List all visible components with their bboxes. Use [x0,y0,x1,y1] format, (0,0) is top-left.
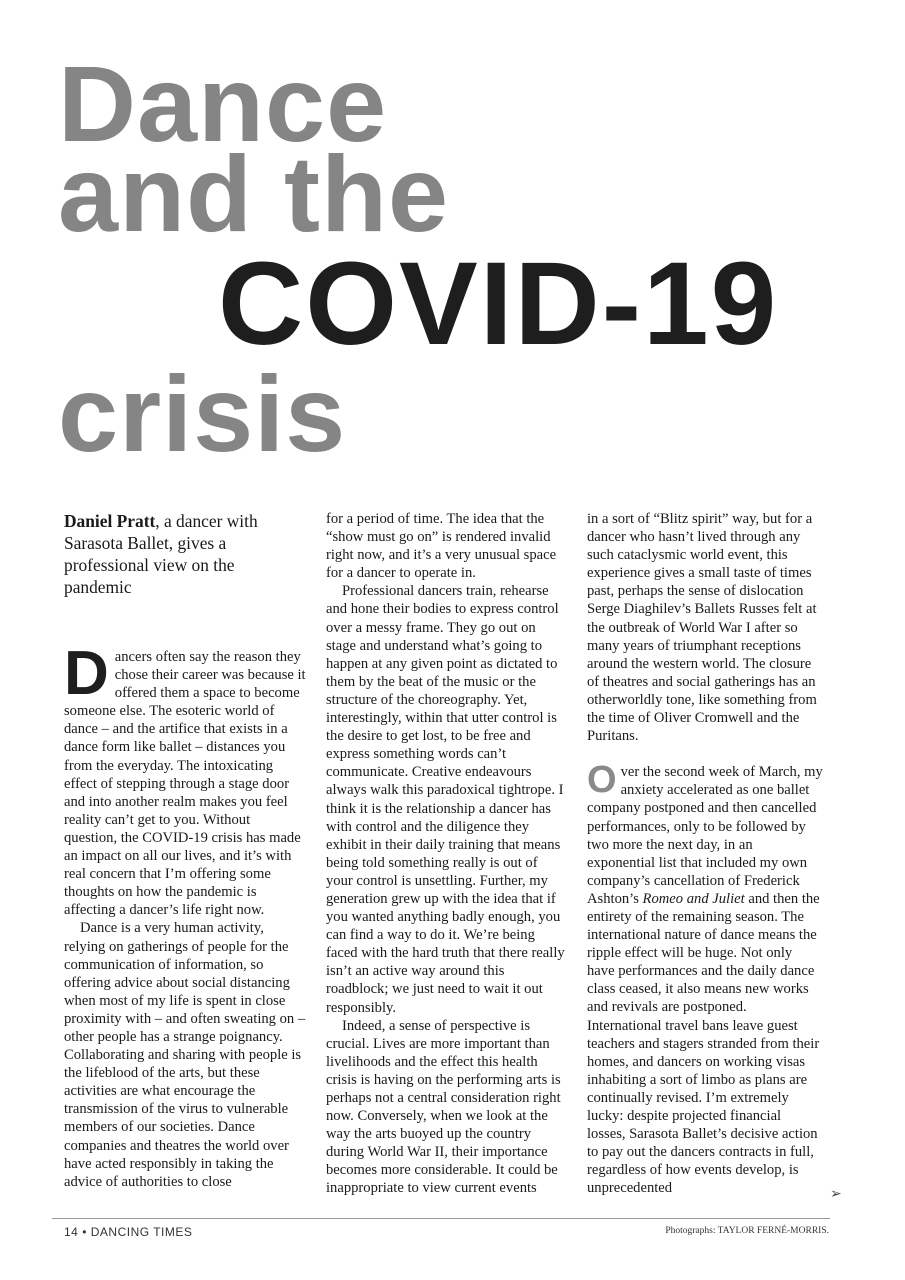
body-paragraph: Over the second week of March, my anxiety accelerated as one ballet company postponed and then cancelled performances, only to be followed by two more the next day, in an exponential list that included my own company’s cancellation of Frederick Ashton’s Romeo and Juliet and then the entirety of the remaining season. The international nature of dance means the ripple effect will be huge. Not only have performances and the daily dance class ceased, it also means new works and revivals are postponed. International travel bans leave guest teachers and stagers stranded from their homes, and dancers on working visas inhabiting a sort of limbo as plans are continually revised. I’m extremely lucky: despite projected financial losses, Sarasota Ballet’s decisive action to pay out the dancers contracts in full, regardless of how events develop, is unprecedented [587,759,823,1197]
headline-line-4: crisis [58,353,347,474]
author-name: Daniel Pratt [64,511,156,531]
standfirst [64,510,274,598]
body-paragraph: for a period of time. The idea that the “show must go on” is rendered invalid right now, and it’s a very unusual space for a dancer to operate in. [326,511,557,582]
continue-arrow-icon: ➢ [830,1186,842,1202]
headline-line-2: and the [58,133,450,254]
page-number: 14 [64,1225,79,1239]
column-3 [587,510,823,1197]
photo-credit: Photographs: TAYLOR FERNÉ-MORRIS. [665,1226,829,1236]
body-paragraph: Dance is a very human activity, relying on gatherings of people for the communication of information, so offering advice about social distancing when most of my life is spent in close proximity with – and often sweating on – other people has a strange poignancy. Collaborating and sharing with people is the lifeblood of the arts, but these activities are what encourage the transmission of the virus to vulnerable members of our societies. Dance companies and theatres the world over have acted responsibly in taking the advice of authorities to close [64,920,306,1190]
body-paragraph: in a sort of “Blitz spirit” way, but for a dancer who hasn’t lived through any such cataclysmic world event, this experience gives a small taste of times past, perhaps the sense of dislocation Serge Diaghilev’s Ballets Russes felt at the outbreak of World War I after so many years of triumphant receptions around the western world. The closure of theatres and social gatherings has an otherworldly tone, like something from the time of Oliver Cromwell and the Puritans. [587,511,817,745]
magazine-name: DANCING TIMES [90,1225,193,1239]
column-1 [64,510,306,1191]
work-title: Romeo and Juliet [642,890,745,907]
bullet: • [82,1225,87,1239]
body-paragraph: Dancers often say the reason they chose their career was because it offered them a space to become someone else. The esoteric world of dance – and the artifice that exists in a dance form like ballet – distances you from the everyday. The intoxicating effect of stepping through a stage door and into another realm makes you feel reality can’t get to you. Without question, the COVID-19 crisis has made an impact on all our lives, and it’s with real concern that I’m offering some thoughts on how the pandemic is affecting a dancer’s life right now. [64,639,306,919]
drop-cap: D [64,639,109,708]
footer-folio [64,1225,192,1239]
headline-line-1: Dance [58,43,388,164]
headline-line-3: COVID-19 [218,238,779,370]
headline [0,0,905,480]
body-paragraph: Professional dancers train, rehearse and hone their bodies to express control over a messy frame. They go out on stage and understand what’s going to happen at any given point as dictated to them by the beat of the music or the structure of the choreography. Yet, interestingly, within that utter control is the desire to get lost, to be free and express something words can’t communicate. Creative endeavours always walk this paradoxical tightrope. I think it is the relationship a dancer has with control and the diligence they exhibit in their daily training that means being told something really is out of your control is unsettling. Further, my generation grew up with the idea that if you wanted anything badly enough, you can find a way to do it. We’re being faced with the hard truth that there really isn’t an active way around this roadblock; we just need to wait it out responsibly. [326,583,565,1016]
footer-rule [52,1218,830,1219]
column-2 [326,510,566,1198]
standfirst-text: , a dancer with Sarasota Ballet, gives a professional view on the pandemic [64,511,258,597]
body-paragraph: Indeed, a sense of perspective is crucial. Lives are more important than livelihoods and the effect this health crisis is having on the performing arts is perhaps not a central consideration right now. Conversely, when we look at the way the arts buoyed up the country during World War II, their importance becomes more considerable. It could be inappropriate to view current events [326,1017,561,1197]
drop-cap: O [587,759,617,802]
